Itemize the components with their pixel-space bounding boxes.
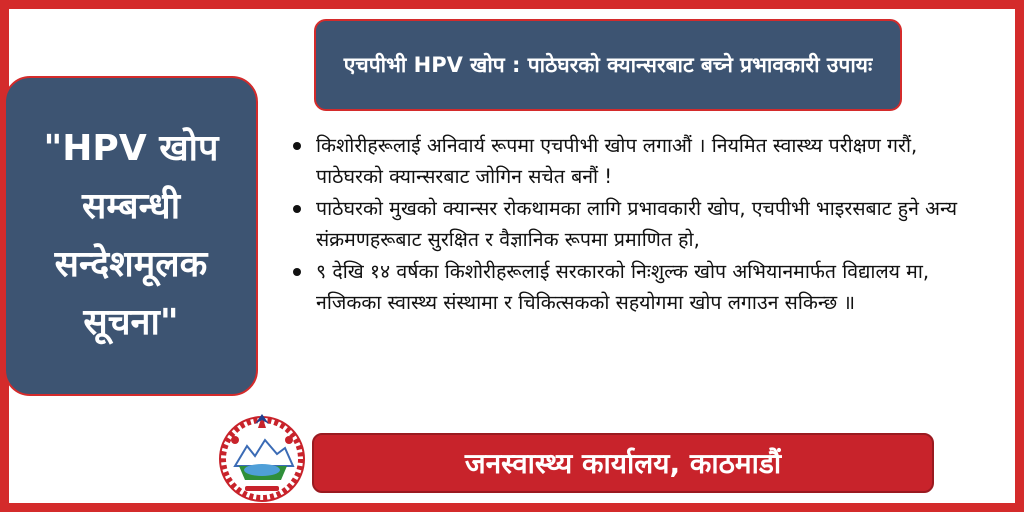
nepal-emblem-icon <box>215 410 309 504</box>
header-banner <box>314 19 902 111</box>
header-text: एचपीभी HPV खोप : पाठेघरको क्यान्सरबाट बच्ने प्रभावकारी उपायः <box>343 52 873 77</box>
office-name: जनस्वास्थ्य कार्यालय, काठमाडौं <box>464 447 782 480</box>
bullet-icon <box>293 142 301 150</box>
list-item <box>290 256 980 318</box>
bullet-text: पाठेघरको मुखको क्यान्सर रोकथामका लागि प्रभावकारी खोप, एचपीभी भाइरसबाट हुने अन्य संक्रमणहरूबाट सुरक्षित र वैज्ञानिक रूपमा प्रमाणित हो, <box>316 197 958 251</box>
bullet-text: ९ देखि १४ वर्षका किशोरीहरूलाई सरकारको निःशुल्क खोप अभियानमार्फत विद्यालय मा, नजिकका स्वास्थ्य संस्थामा र चिकित्सकको सहयोगमा खोप लगाउन सकिन्छ ॥ <box>316 260 930 314</box>
list-item <box>290 130 980 192</box>
bullet-text: किशोरीहरूलाई अनिवार्य रूपमा एचपीभी खोप लगाऔं । नियमित स्वास्थ्य परीक्षण गरौं, पाठेघरको क्यान्सरबाट जोगिन सचेत बनौं ! <box>316 134 918 188</box>
footer-banner <box>312 433 934 493</box>
bullet-icon <box>293 268 301 276</box>
bullet-list <box>290 130 980 319</box>
poster-title: "HPV खोप सम्बन्धी सन्देशमूलक सूचना" <box>43 128 219 343</box>
bullet-icon <box>293 205 301 213</box>
title-card <box>4 76 258 396</box>
list-item <box>290 193 980 255</box>
